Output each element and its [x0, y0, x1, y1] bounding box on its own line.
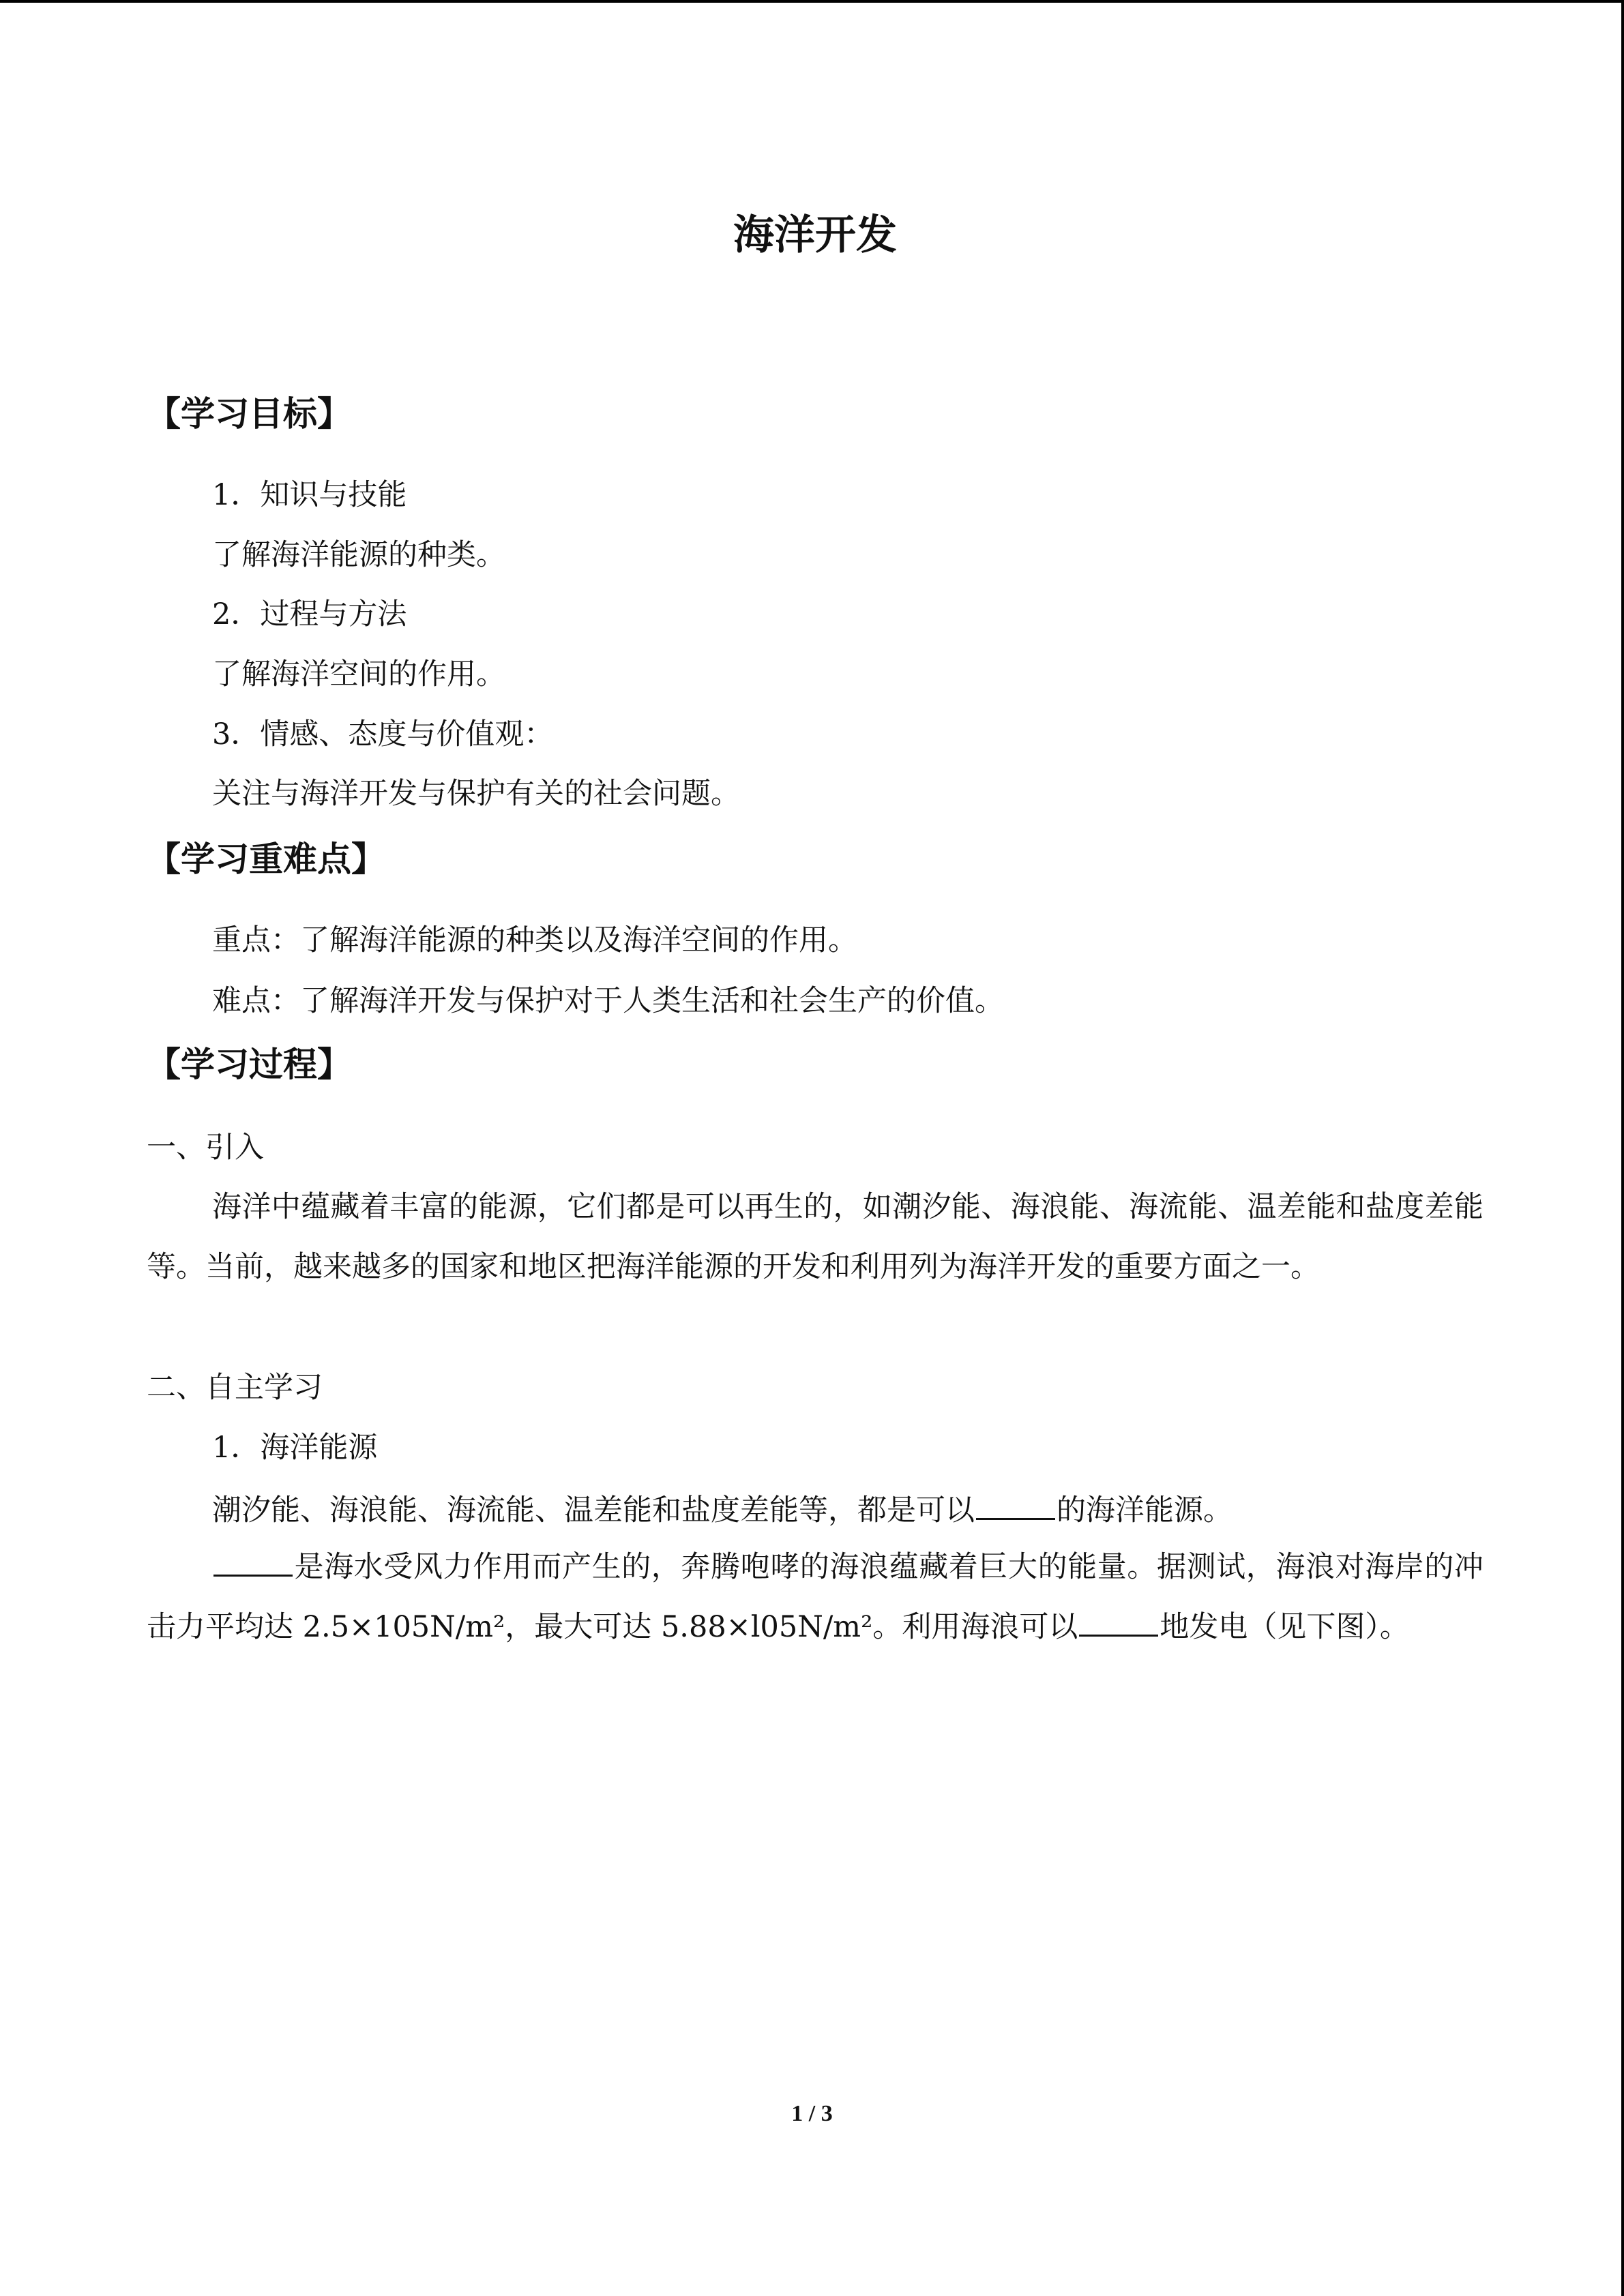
- intro-paragraph: 海洋中蕴藏着丰富的能源，它们都是可以再生的，如潮汐能、海浪能、海流能、温差能和盐度差能等。当前，越来越多的国家和地区把海洋能源的开发和利用列为海洋开发的重要方面之一。: [147, 1190, 1483, 1284]
- fill-blank-generation[interactable]: [1079, 1605, 1158, 1637]
- goal-1-text: 了解海洋能源的种类。: [212, 538, 505, 572]
- learning-process-heading: 【学习过程】: [147, 1045, 351, 1084]
- goal-3-text: 关注与海洋开发与保护有关的社会问题。: [212, 777, 740, 811]
- wave-text-end: 地发电（见下图）。: [1160, 1610, 1409, 1644]
- fill-blank-wave-energy[interactable]: [213, 1545, 293, 1577]
- fill-blank-renewable[interactable]: [976, 1488, 1055, 1520]
- goal-1-label: 1．知识与技能: [212, 478, 407, 512]
- goal-2-label: 2．过程与方法: [212, 597, 407, 631]
- page-number: 1 / 3: [791, 2101, 833, 2126]
- document-title: 海洋开发: [733, 211, 897, 259]
- ocean-energy-subheading: 1．海洋能源: [212, 1431, 378, 1465]
- right-border: [1621, 0, 1624, 2296]
- goal-2-text: 了解海洋空间的作用。: [212, 657, 505, 691]
- goal-3-label: 3．情感、态度与价值观：: [212, 717, 554, 751]
- key-points-heading: 【学习重难点】: [147, 839, 385, 879]
- blank-sentence-start: 潮汐能、海浪能、海流能、温差能和盐度差能等，都是可以: [212, 1493, 975, 1527]
- top-border: [0, 0, 1624, 3]
- wave-text-main: 是海水受风力作用而产生的，奔腾咆哮的海浪蕴藏着巨大的能量。据测试，海浪对海岸的冲击力平均达 2.5×105N/m²，最大可达 5.88×l05N/m²。利用海浪可以: [147, 1550, 1483, 1644]
- focus-text: 重点：了解海洋能源的种类以及海洋空间的作用。: [212, 923, 857, 957]
- self-study-heading: 二、自主学习: [147, 1371, 323, 1405]
- blank-sentence-end: 的海洋能源。: [1057, 1493, 1232, 1527]
- wave-energy-paragraph: [147, 1537, 1483, 1657]
- renewable-blank-sentence: [147, 1488, 1549, 1531]
- difficulty-text: 难点：了解海洋开发与保护对于人类生活和社会生产的价值。: [212, 984, 1004, 1018]
- intro-heading: 一、引入: [147, 1131, 264, 1165]
- learning-goals-heading: 【学习目标】: [147, 394, 351, 434]
